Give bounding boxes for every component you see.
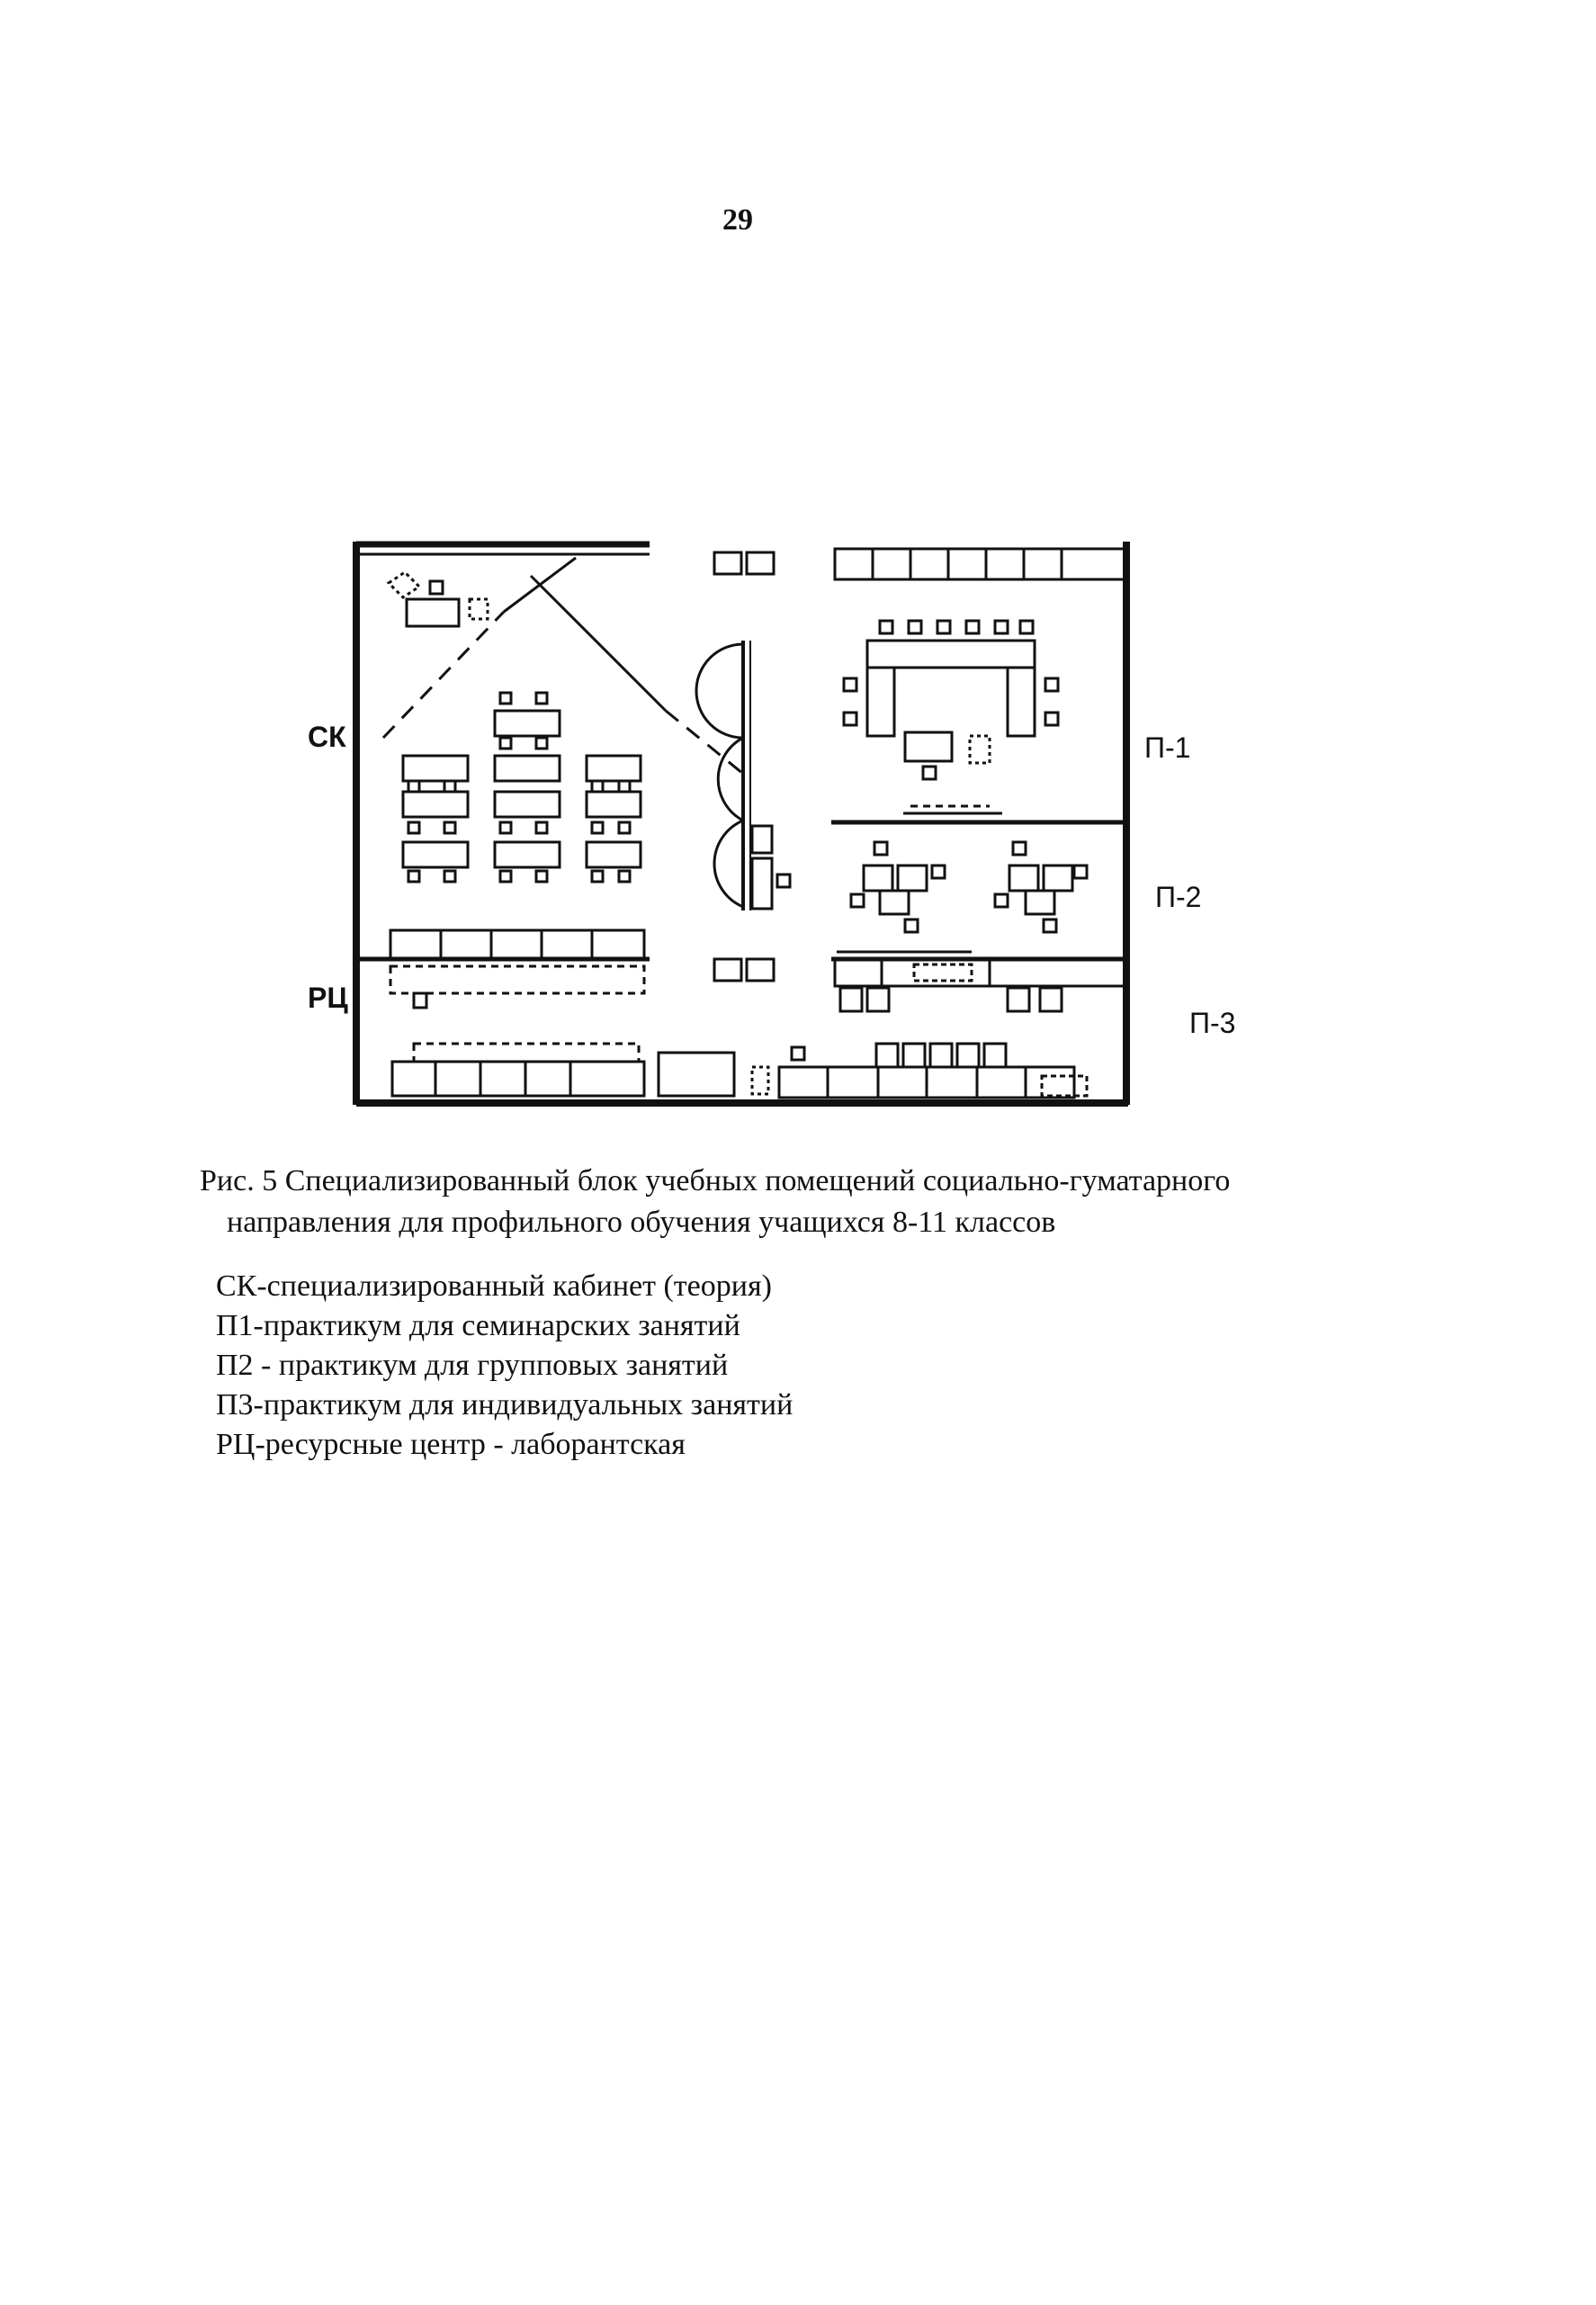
- caption-line-1: Рис. 5 Специализированный блок учебных помещений социально-гуматарного: [200, 1164, 1231, 1197]
- room-label-sk: СК: [308, 721, 346, 753]
- room-label-rc: РЦ: [308, 982, 348, 1014]
- figure-caption: [200, 1161, 1333, 1243]
- legend-item-p3: П3-практикум для индивидуальных занятий: [216, 1388, 794, 1422]
- page-number: 29: [722, 203, 753, 237]
- legend-item-p2: П2 - практикум для групповых занятий: [216, 1349, 729, 1382]
- legend-item-p1: П1-практикум для семинарских занятий: [216, 1309, 740, 1342]
- legend-item-sk: СК-специализированный кабинет (теория): [216, 1269, 772, 1303]
- caption-line-2: направления для профильного обучения учащихся 8-11 классов: [227, 1206, 1056, 1239]
- room-label-p3: П-3: [1189, 1007, 1236, 1039]
- room-label-p2: П-2: [1155, 881, 1202, 913]
- floor-plan: [0, 0, 1596, 1134]
- legend-item-rc: РЦ-ресурсные центр - лаборантская: [216, 1428, 686, 1461]
- legend: [216, 1267, 793, 1465]
- room-label-p1: П-1: [1144, 731, 1191, 764]
